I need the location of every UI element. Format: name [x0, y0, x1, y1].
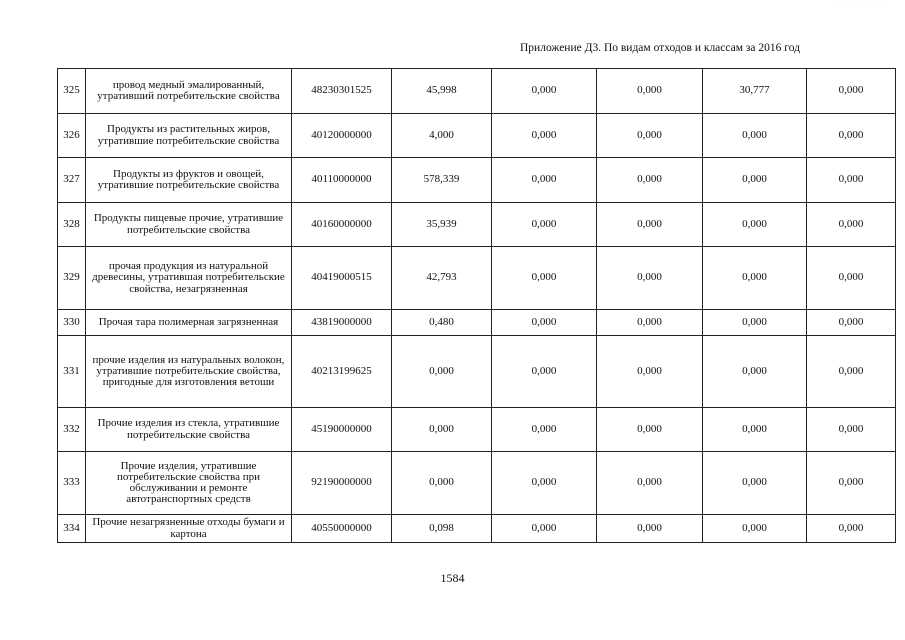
value-cell: 0,480	[392, 310, 492, 336]
table-row	[58, 310, 896, 336]
row-number: 330	[58, 310, 86, 336]
value-cell: 0,000	[807, 158, 896, 203]
value-cell: 0,000	[597, 69, 703, 114]
waste-code: 40110000000	[292, 158, 392, 203]
value-cell: 0,000	[597, 408, 703, 452]
table-row	[58, 158, 896, 203]
value-cell: 35,939	[392, 203, 492, 247]
value-cell: 0,000	[807, 310, 896, 336]
table-row	[58, 515, 896, 543]
value-cell: 0,000	[597, 158, 703, 203]
waste-code: 43819000000	[292, 310, 392, 336]
waste-code: 92190000000	[292, 452, 392, 515]
value-cell: 0,000	[392, 336, 492, 408]
waste-name: прочие изделия из натуральных волокон, утратившие потребительские свойства, пригодные для изготовления ветоши	[86, 336, 292, 408]
waste-name: провод медный эмалированный, утративший потребительские свойства	[86, 69, 292, 114]
scan-artifact: · · · · · · ·	[836, 2, 885, 8]
value-cell: 578,339	[392, 158, 492, 203]
value-cell: 0,000	[597, 515, 703, 543]
waste-table	[57, 68, 896, 543]
waste-name: Прочие незагрязненные отходы бумаги и картона	[86, 515, 292, 543]
waste-name: Продукты из растительных жиров, утратившие потребительские свойства	[86, 114, 292, 158]
waste-code: 40213199625	[292, 336, 392, 408]
value-cell: 42,793	[392, 247, 492, 310]
value-cell: 0,000	[392, 408, 492, 452]
waste-name: Продукты из фруктов и овощей, утратившие потребительские свойства	[86, 158, 292, 203]
value-cell: 0,000	[392, 452, 492, 515]
value-cell: 0,000	[807, 452, 896, 515]
value-cell: 0,000	[597, 203, 703, 247]
value-cell: 0,000	[492, 452, 597, 515]
row-number: 329	[58, 247, 86, 310]
value-cell: 45,998	[392, 69, 492, 114]
row-number: 334	[58, 515, 86, 543]
waste-name: прочая продукция из натуральной древесины, утратившая потребительские свойства, незагрязненная	[86, 247, 292, 310]
waste-code: 40120000000	[292, 114, 392, 158]
table-row	[58, 69, 896, 114]
value-cell: 0,000	[807, 114, 896, 158]
row-number: 328	[58, 203, 86, 247]
page-number: 1584	[440, 571, 465, 585]
value-cell: 0,000	[597, 452, 703, 515]
waste-name: Прочие изделия из стекла, утратившие потребительские свойства	[86, 408, 292, 452]
value-cell: 0,000	[703, 452, 807, 515]
value-cell: 0,000	[597, 336, 703, 408]
waste-name: Прочая тара полимерная загрязненная	[86, 310, 292, 336]
value-cell: 0,000	[597, 310, 703, 336]
waste-code: 40160000000	[292, 203, 392, 247]
value-cell: 30,777	[703, 69, 807, 114]
value-cell: 0,000	[703, 515, 807, 543]
value-cell: 4,000	[392, 114, 492, 158]
waste-code: 40419000515	[292, 247, 392, 310]
table-row	[58, 247, 896, 310]
value-cell: 0,000	[492, 158, 597, 203]
value-cell: 0,000	[807, 247, 896, 310]
value-cell: 0,000	[492, 408, 597, 452]
value-cell: 0,000	[492, 69, 597, 114]
value-cell: 0,000	[807, 203, 896, 247]
value-cell: 0,000	[703, 336, 807, 408]
value-cell: 0,000	[703, 247, 807, 310]
waste-name: Прочие изделия, утратившие потребительские свойства при обслуживании и ремонте автотранспортных средств	[86, 452, 292, 515]
value-cell: 0,000	[492, 515, 597, 543]
value-cell: 0,000	[703, 158, 807, 203]
table-row	[58, 114, 896, 158]
row-number: 326	[58, 114, 86, 158]
value-cell: 0,000	[807, 515, 896, 543]
value-cell: 0,000	[703, 203, 807, 247]
table-row	[58, 452, 896, 515]
value-cell: 0,000	[492, 247, 597, 310]
value-cell: 0,000	[492, 114, 597, 158]
row-number: 333	[58, 452, 86, 515]
value-cell: 0,000	[807, 69, 896, 114]
table-row	[58, 408, 896, 452]
row-number: 331	[58, 336, 86, 408]
value-cell: 0,000	[703, 408, 807, 452]
value-cell: 0,000	[597, 247, 703, 310]
row-number: 327	[58, 158, 86, 203]
value-cell: 0,000	[703, 310, 807, 336]
value-cell: 0,000	[492, 203, 597, 247]
row-number: 325	[58, 69, 86, 114]
value-cell: 0,000	[703, 114, 807, 158]
table-row	[58, 203, 896, 247]
page-title: Приложение Д3. По видам отходов и классам за 2016 год	[520, 42, 800, 54]
value-cell: 0,098	[392, 515, 492, 543]
table-row	[58, 336, 896, 408]
value-cell: 0,000	[807, 408, 896, 452]
waste-code: 40550000000	[292, 515, 392, 543]
value-cell: 0,000	[807, 336, 896, 408]
value-cell: 0,000	[492, 336, 597, 408]
row-number: 332	[58, 408, 86, 452]
waste-code: 45190000000	[292, 408, 392, 452]
value-cell: 0,000	[492, 310, 597, 336]
waste-code: 48230301525	[292, 69, 392, 114]
value-cell: 0,000	[597, 114, 703, 158]
waste-name: Продукты пищевые прочие, утратившие потребительские свойства	[86, 203, 292, 247]
